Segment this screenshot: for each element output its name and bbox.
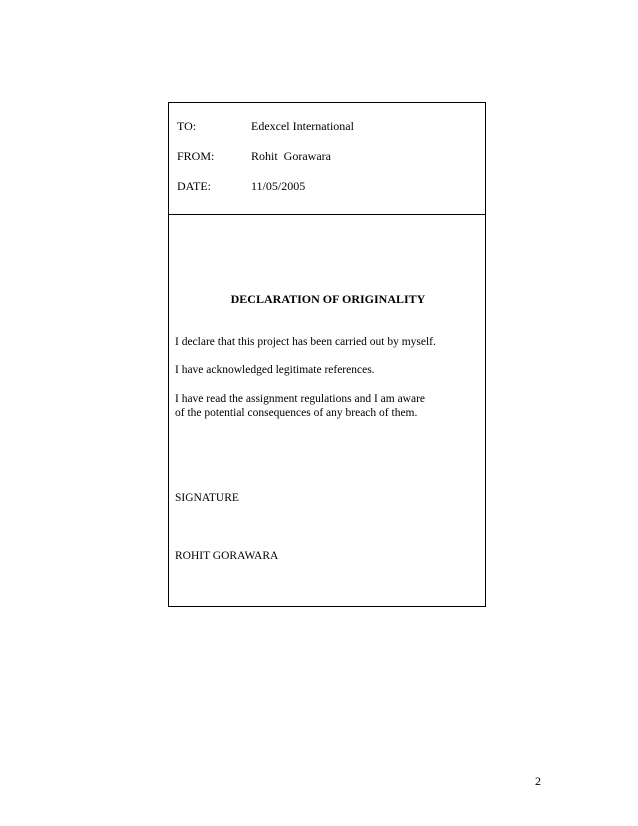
declaration-line-1: I declare that this project has been carried out by myself.	[175, 336, 436, 348]
signature-label: SIGNATURE	[175, 492, 239, 504]
page-number: 2	[535, 774, 541, 788]
declaration-line-2: I have acknowledged legitimate references.	[175, 364, 375, 376]
from-label: FROM:	[177, 149, 215, 163]
memo-row-date	[177, 179, 305, 193]
to-value: Edexcel International	[251, 119, 354, 133]
declaration-title: DECLARATION OF ORIGINALITY	[230, 292, 426, 306]
date-label: DATE:	[177, 179, 211, 193]
from-value: Rohit Gorawara	[251, 149, 331, 163]
signatory-name: ROHIT GORAWARA	[175, 550, 279, 562]
declaration-box	[168, 102, 486, 607]
declaration-line-3a: I have read the assignment regulations and I am aware	[175, 393, 426, 405]
memo-header	[169, 103, 485, 215]
memo-row-to	[177, 119, 354, 133]
to-label: TO:	[177, 119, 197, 133]
declaration-line-3b: of the potential consequences of any breach of them.	[175, 407, 418, 419]
date-value: 11/05/2005	[251, 179, 306, 193]
memo-row-from	[177, 149, 331, 163]
